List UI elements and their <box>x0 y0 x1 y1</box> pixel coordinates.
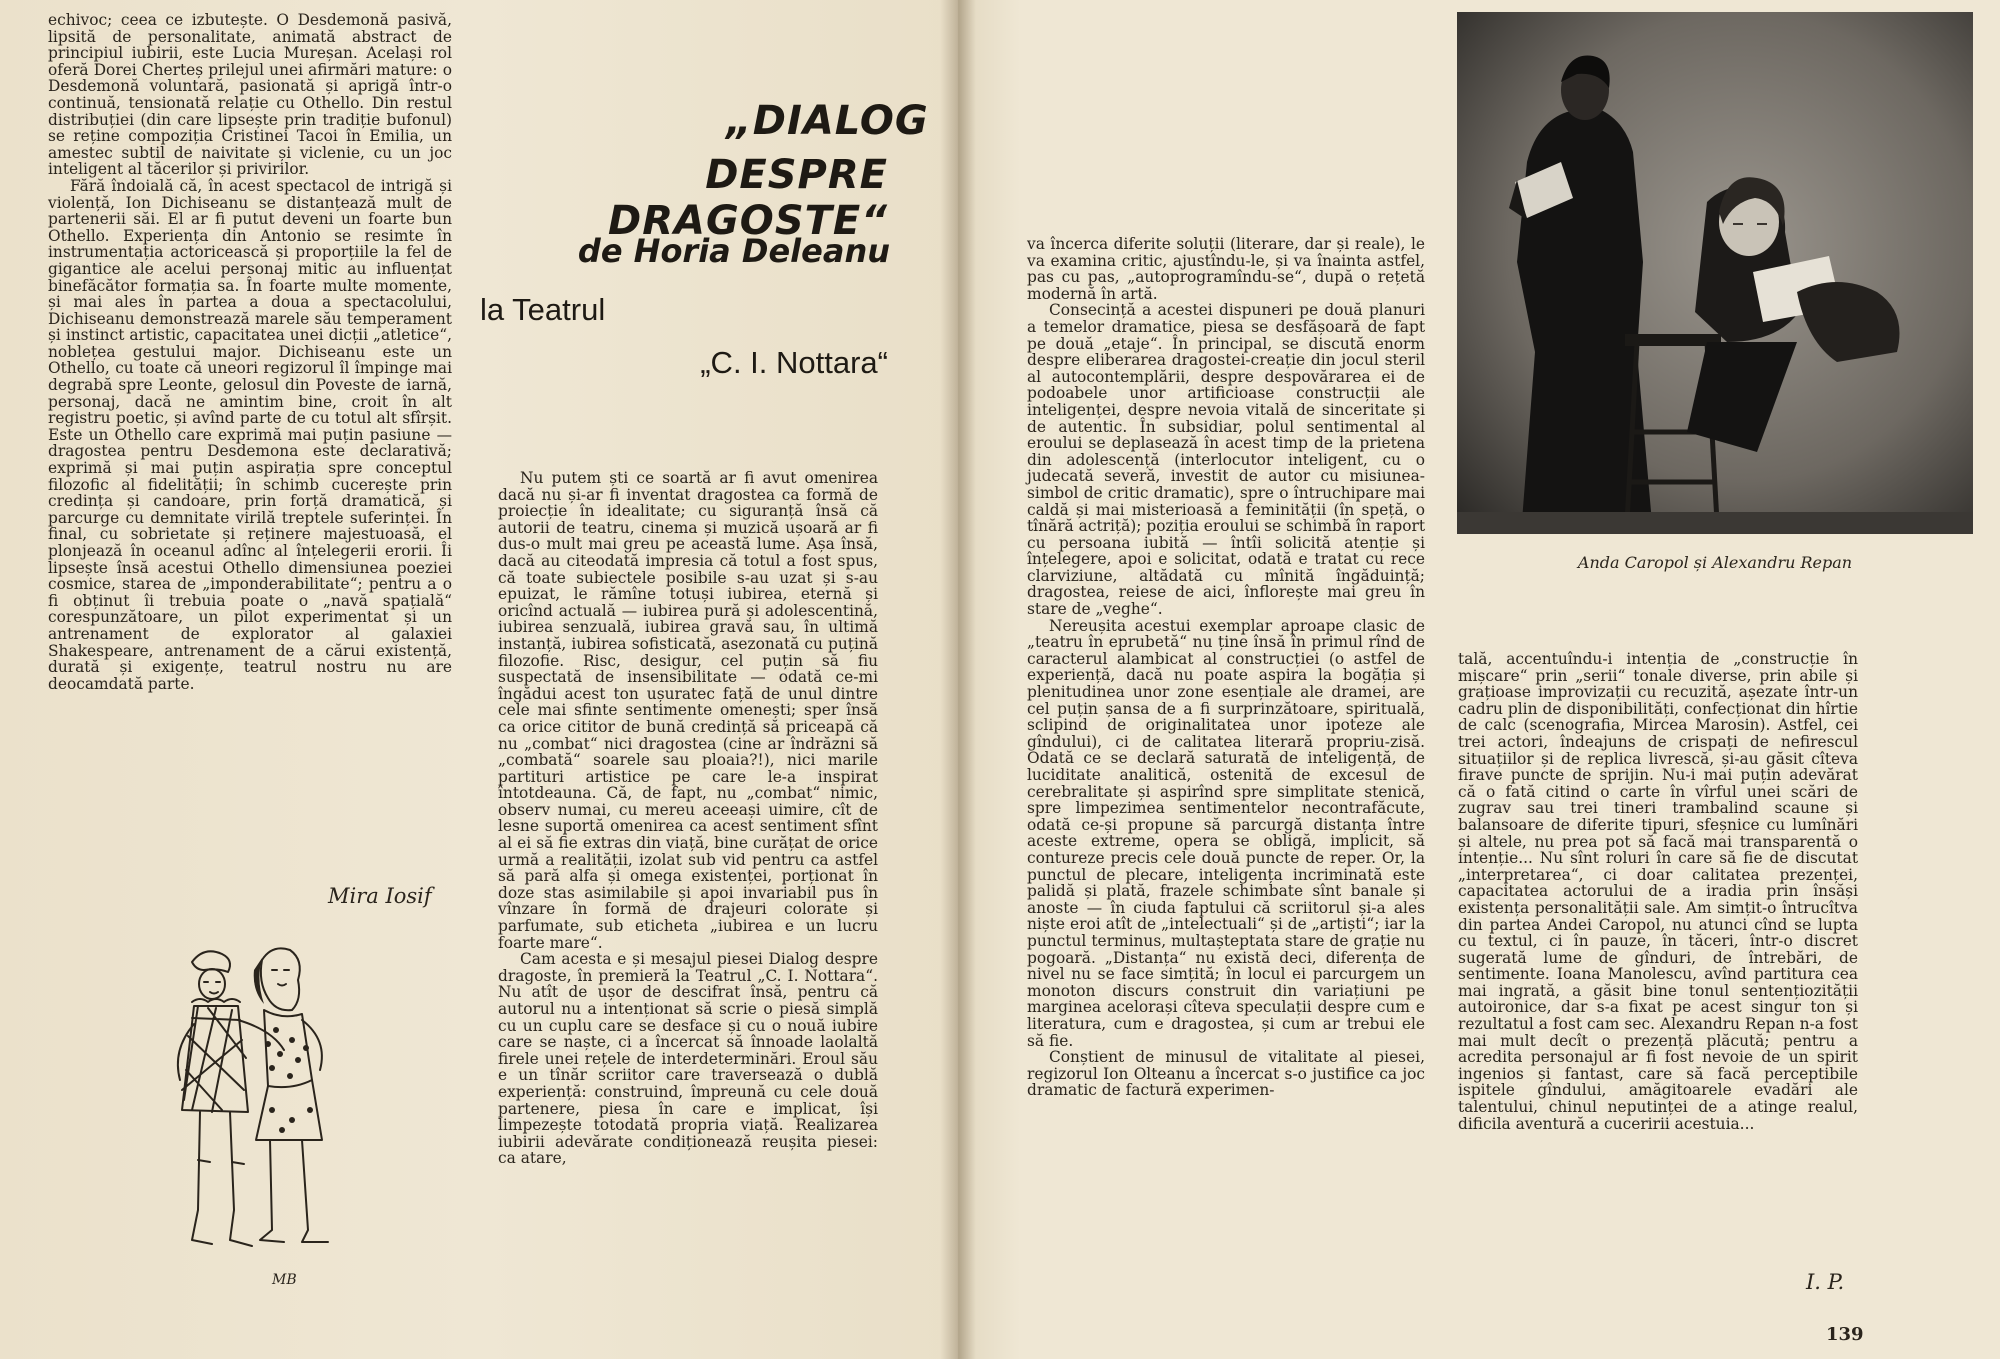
article-paragraph: Nereușita acestui exemplar aproape clasic de „teatru în eprubetă“ nu ține însă în primul rînd de caracterul alambicat al construcției (o astfel de experiență, dacă nu poate aspira la bogăția și plenitudinea unor zone esențiale ale dramei, are cel puțin șansa de a fi surprinzătoare, spirituală, sclipind de originalitatea unor ipoteze ale gîndului), ci de calitatea literară propriu-zisă. Odată ce se declară saturată de inteligență, de luciditate analitică, ostenită de excesul de cerebralitate și aspirînd spre simplitate stenică, spre limpezimea sentimentelor necontrafăcute, odată ce-și propune să parcurgă distanța între aceste extreme, opera se obligă, implicit, să contureze precis cele două puncte de reper. Or, la punctul de plecare, inteligența incriminată este palidă și plată, frazele schimbate sînt banale și anoste — în ciuda faptului că scriitorul și-a ales niște eroi atît de „intelectuali“ și de „artiști“; iar la punctul terminus, multașteptata stare de grație nu pogoară. „Distanța“ nu există deci, diferența de nivel nu se face simțită; în locul ei parcurgem un monoton discurs construit din variațiuni pe marginea acelorași cîteva speculații despre cum e literatura, cum e dragostea, și cum ar trebui ele să fie. <box>1027 616 1425 1050</box>
article-paragraph: Cam acesta e și mesajul piesei Dialog despre dragoste, în premieră la Teatrul „C. I. Nottara“. Nu atît de ușor de descifrat însă, pentru că autorul nu a intenționat să scrie o piesă simplă cu un cuplu care se desface și cu o nouă iubire care se naște, ci a încercat să înnoade laolaltă firele unei rețele de interdeterminări. Eroul său e un tînăr scriitor care traversează o dublă experiență: construind, împreună cu cele două partenere, piesa în care e implicat, își limpezește totodată propria viață. Realizarea iubirii adevărate condiționează reușita piesei: ca atare, <box>498 950 878 1168</box>
production-photo <box>1457 12 1973 534</box>
review-signature: Mira Iosif <box>328 884 432 908</box>
review-paragraph: Fără îndoială că, în acest spectacol de intrigă și violență, Ion Dichiseanu se distanțează mult de partenerii săi. El ar fi putut deveni un foarte bun Othello. Experiența din Antonio se resimte în instrumentația actoricească și proporțiile la fel de gigantice ale acelui personaj mitic au influențat binefăcător formația sa. În foarte multe momente, și mai ales în partea a doua a spectacolului, Dichiseanu demonstrează marele său temperament și instinct artistic, capacitatea unei dicții „atletice“, noblețea gestului major. Dichiseanu este un Othello, cu toate că uneori regizorul îl împinge mai degrabă spre Leonte, gelosul din Poveste de iarnă, personaj, dacă ne amintim bine, croit în alt registru poetic, și avînd parte de cu totul alt sfîrșit. Este un Othello care exprimă mai puțin pasiune — dragostea pentru Desdemona este declarativă; exprimă și mai puțin aspirația spre conceptul filozofic al fidelității; în schimb cucerește prin credința și candoare, prin forță dramatică, și parcurge cu demnitate virilă treptele suferinței. În final, cu sobrietate și reținere majestuoasă, el plonjează în oceanul adînc al înțelegerii erorii. Îi lipsește însă acestui Othello dimensiunea poeziei cosmice, starea de „imponderabilitate“; pentru a o fi obținut îi trebuia poate o „navă spațială“ corespunzătoare, un pilot experimentat și un antrenament de explorator al galaxiei Shakespeare, antrenament de a cărui existență, durată și exigențe, teatrul nostru nu are deocamdată parte. <box>48 176 452 693</box>
article-column-3 <box>1458 651 1858 1132</box>
review-paragraph: echivoc; ceea ce izbutește. O Desdemonă pasivă, lipsită de personalitate, animată abstract de principiul iubirii, este Lucia Mureșan. Același rol oferă Dorei Cherteș prilejul unei afirmări mature: o Desdemonă voluntară, pasionată și aprigă într-o continuă, tensionată relație cu Othello. Din restul distribuției (din care lipsește prin tradiție bufonul) se reține compoziția Cristinei Tacoi în Emilia, un amestec subtil de naivitate și viclenie, cu un joc inteligent al tăcerilor și privirilor. <box>48 11 452 179</box>
article-paragraph: tală, accentuîndu-i intenția de „construcție în mișcare“ prin „serii“ tonale diverse, prin abile și grațioase improvizații cu recuzită, așezate într-un cadru plin de disponibilități, confecționat din hîrtie de calc (scenografia, Mircea Marosin). Astfel, cei trei actori, îndeajuns de crispați de nefirescul situațiilor și de replica livrescă, și-au găsit cîteva firave puncte de sprijin. Nu-i mai puțin adevărat că o fată citind o carte în vîrful unei scări de zugrav sau trei tineri trambalind scaune și balansoare de diferite tipuri, sfeșnice cu lumînări și altele, nu prea pot să facă mai transparentă o intenție... Nu sînt roluri în care să fie de discutat „interpretarea“, ci doar calitatea prezenței, capacitatea actorului de a iradia prin însăși existența personalității sale. Am simțit-o întrucîtva din partea Andei Caropol, nu atunci cînd se lupta cu textul, ci în pauze, în tăceri, într-o discret sugerată lume de gînduri, de întrebări, de sentimente. Ioana Manolescu, avînd partitura cea mai ingrată, a găsit bine tonul sentențiozității autoironice, dar s-a fixat pe acest singur ton și rezultatul a fost cam sec. Alexandru Repan n-a fost mai mult decît o prezență plăcută; pentru a acredita personajul ar fi fost nevoie de un spirit ingenios și fantast, care să facă perceptibile ispitele gîndului, amăgitoarele evadări ale talentului, chinul neputinței de a atinge realul, dificila aventură a cuceririi acestuia... <box>1458 650 1858 1133</box>
couple-sketch-illustration <box>152 940 362 1290</box>
article-signature: I. P. <box>1806 1270 1845 1294</box>
article-paragraph: Consecință a acestei dispuneri pe două planuri a temelor dramatice, piesa se desfășoară de fapt pe două „etaje“. În principal, se discută enorm despre eliberarea dragostei-creație din jocul steril al autocontemplării, despre despovărarea ei de podoabele unor artificioase construcții ale inteligenței, despre nevoia vitală de sinceritate și de autentic. În subsidiar, polul sentimental al eroului se deplasează în acest timp de la prietena din adolescență (interlocutor inteligent, cu o judecată severă, investit de autor cu misiunea-simbol de critic dramatic), spre o întruchipare mai caldă și mai misterioasă a feminității (în speță, o tînără actriță); poziția eroului se schimbă în raport cu persoana iubită — întîi solicită atenție și înțelegere, apoi e solicitat, odată e tratat cu rece clarviziune, altădată cu mînită îngăduință; dragostea, reiese de aici, înflorește mai greu în stare de „veghe“. <box>1027 301 1425 619</box>
article-column-1 <box>498 470 878 1167</box>
article-venue-line2: „C. I. Nottara“ <box>700 345 888 380</box>
article-paragraph: va încerca diferite soluții (literare, dar și reale), le va examina critic, ajustîndu-le, și va înainta astfel, pas cu pas, „autoprogramîndu-se“, după o rețetă modernă în artă. <box>1027 235 1425 303</box>
left-column-review <box>48 12 452 692</box>
page-number: 139 <box>1826 1324 1864 1345</box>
article-title-line2: DESPRE DRAGOSTE“ <box>608 152 888 244</box>
article-venue-line1: la Teatrul <box>480 292 606 327</box>
article-paragraph: Conștient de minusul de vitalitate al piesei, regizorul Ion Olteanu a încercat s-o justifice ca joc dramatic de factură experimen- <box>1027 1048 1425 1100</box>
actors-photo-image <box>1457 12 1973 534</box>
article-title-line1: „DIALOG <box>726 98 929 144</box>
photo-caption: Anda Caropol și Alexandru Repan <box>1577 553 1853 572</box>
page-gutter <box>940 0 976 1359</box>
article-column-2 <box>1027 236 1425 1099</box>
sketch-signature: MB <box>272 1272 297 1288</box>
article-paragraph: Nu putem ști ce soartă ar fi avut omenirea dacă nu și-ar fi inventat dragostea ca formă de proiecție în idealitate; cu siguranță însă că autorii de teatru, cinema și muzică ușoară ar fi dus-o mult mai greu pe această lume. Așa însă, dacă au citeodată impresia că totul a fost spus, că toate subiectele posibile s-au uzat și s-au epuizat, le rămîne totuși iubirea, eternă și oricînd actuală — iubirea pură și adolescentină, iubirea senzuală, iubirea gravă sau, în ultimă instanță, iubirea sofisticată, asezonată cu puțină filozofie. Risc, desigur, cel puțin să fiu suspectată de insensibilitate — odată ce-mi îngădui acest ton ușuratec față de unul dintre cele mai sfinte sentimente omenești; sper însă ca orice cititor de bună credință să priceapă că nu „combat“ nici dragostea (cine ar îndrăzni să „combată“ soarele sau ploaia?!), nici marile partituri artistice pe care le-a inspirat întotdeauna. Că, de fapt, nu „combat“ nimic, observ numai, cu mereu aceeași uimire, cît de lesne suportă omenirea ca acest sentiment sfînt al ei să fie extras din viață, bine curățat de orice urmă a realității, izolat sub vid pentru ca astfel să pară alfa și omega existenței, porționat în doze stas asimilabile și apoi invariabil pus în vînzare în formă de drajeuri colorate și parfumate, sub eticheta „iubirea e un lucru foarte mare“. <box>498 469 878 952</box>
article-author: de Horia Deleanu <box>577 232 890 270</box>
